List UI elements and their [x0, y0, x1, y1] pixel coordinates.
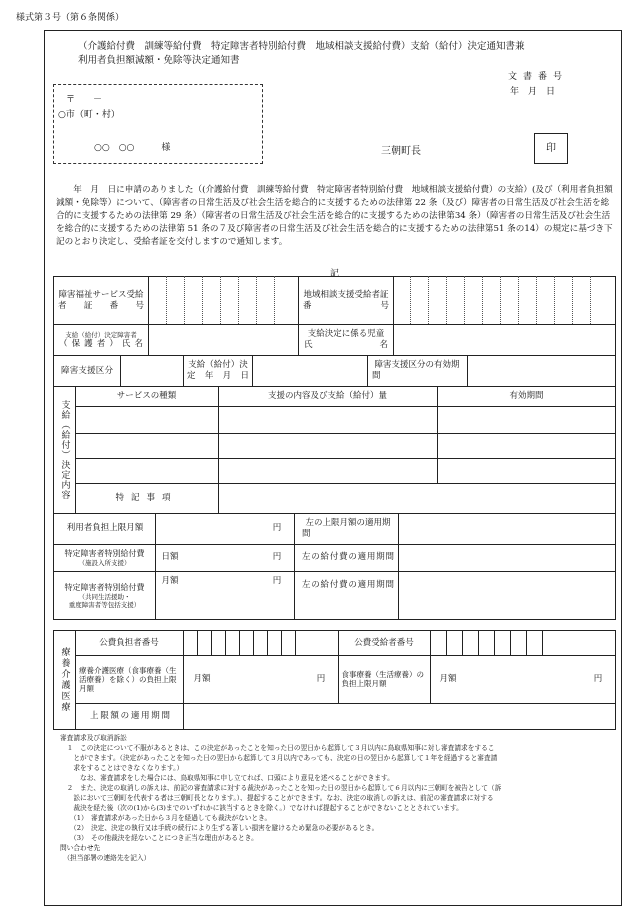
class-valid-period-label: 障害支援区分の有効期間: [372, 360, 460, 381]
support-class-label: 障害支援区分: [61, 365, 113, 376]
recipient-name-label: [55, 326, 147, 354]
address-city: ○市（町・村）: [58, 110, 120, 120]
decision-content-vertical-label: 支給（給付）決定内容: [59, 400, 70, 500]
tokutei-2-sub1: （共同生活援助・: [78, 593, 131, 601]
limit-monthly-yen: 円: [272, 523, 282, 533]
document-title: [78, 40, 618, 68]
note-line: なお、審査請求をした場合には、鳥取県知事に申し立てれば、口頭により意見を述べることができます。: [60, 774, 394, 782]
tokutei-2-sub2: 重度障害者等包括支援）: [68, 601, 141, 609]
limit-monthly-label: 利用者負担上限月額: [66, 523, 144, 533]
appeal-notes: [60, 733, 615, 863]
service-cert-number-label: 障害福祉サービス受給者証番号: [58, 290, 144, 311]
tokutei-1-sub: （施設入所支援）: [78, 559, 131, 567]
child-name-label: 支給決定に係る児童氏名: [304, 329, 388, 350]
recipient-number-label: 公費受給者番号: [354, 637, 414, 648]
note-line: （2） 決定、決定の執行又は手続の続行により生ずる著しい損害を避けるため緊急の必要があるとき。: [60, 824, 379, 832]
note-line: （3） その他裁決を経ないことにつき正当な理由があるとき。: [60, 834, 258, 842]
note-line: 裁決を経た後（次の(1)から(3)までのいずれかに該当するときを除く。）でなければ提起することができないこととされています。: [60, 804, 463, 812]
benefit-period-label-2: 左の給付費の適用期間: [302, 579, 394, 590]
col-support-amount: 支援の内容及び支給（給付）量: [267, 391, 387, 401]
address-box: [53, 84, 263, 164]
tokutei-1-label: [55, 545, 154, 570]
meal-limit-label: 食事療養（生活療養）の負担上限月額: [341, 670, 424, 688]
tokutei-2-label: [55, 572, 154, 619]
medical-monthly-label: 月額: [193, 673, 211, 684]
note-line: とができます。（決定があったことを知った日の翌日から起算して３月以内であっても、決定の日の翌日から起算して１年を経過すると審査請: [60, 754, 498, 762]
addressee-name: ○○ ○○ 様: [94, 143, 171, 153]
form-code: 様式第３号（第６条関係）: [16, 13, 125, 23]
recipient-label: （保護者）氏名: [59, 338, 143, 349]
note-line: 問い合わせ先: [60, 844, 101, 852]
medical-limit-label: 療養介護医療（食事療養（生活療養）を除く）の負担上限月額: [79, 665, 177, 693]
col-service-type: サービスの種類: [116, 391, 177, 401]
decision-date-label: 支給（給付）決定年月日: [187, 360, 249, 381]
note-line: 審査請求及び取消訴訟: [60, 734, 127, 742]
note-line: 求をすることはできなくなります。）: [60, 764, 184, 772]
special-notes-label: 特記事項: [115, 492, 178, 503]
note-line: １ この決定について不服があるときは、この決定があったことを知った日の翌日から起算して３月以内に鳥取県知事に対し審査請求をするこ: [60, 744, 495, 752]
daily-yen: 円: [272, 552, 282, 562]
monthly-yen: 円: [272, 575, 282, 586]
seal-box: 印: [534, 133, 568, 164]
meal-yen: 円: [593, 673, 603, 684]
col-valid-period: 有効期間: [509, 391, 544, 401]
postal-code: 〒 －: [66, 95, 103, 105]
ki-marker: 記: [330, 269, 340, 279]
daily-label: 日額: [161, 552, 179, 562]
limit-period-label: 左の上限月額の適用期間: [302, 517, 391, 539]
note-line: （1） 審査請求があった日から３月を経過しても裁決がないとき。: [60, 814, 272, 822]
ryoyo-vertical-label: 療養介護医療: [59, 647, 70, 713]
title-line-2: 利用者負担額減額・免除等決定通知書: [78, 55, 240, 66]
meal-monthly-label: 月額: [439, 673, 457, 684]
benefit-period-label-1: 左の給付費の適用期間: [302, 552, 394, 562]
note-line: 訟において三朝町を代表する者は三朝町長となります。）、提起することができます。なお、決定の取消しの訴えは、前記の審査請求に対する: [60, 794, 494, 802]
monthly-label: 月額: [161, 575, 179, 586]
tokutei-1-main: 特定障害者特別給付費: [64, 549, 145, 558]
recipient-label-small: 支給（給付）決定障害者: [65, 330, 137, 339]
ryoyo-limit-period-label: 上限額の適用期間: [90, 711, 170, 721]
issuer-name: 三朝町長: [381, 146, 421, 157]
title-line-1: （介護給付費 訓練等給付費 特定障害者特別給付費 地域相談支援給付費）支給（給付）決定通知書兼: [78, 41, 525, 52]
tokutei-2-main: 特定障害者特別給付費: [64, 583, 145, 592]
medical-yen: 円: [316, 673, 326, 684]
doc-number-label: 文書番号: [508, 72, 569, 82]
payer-number-label: 公費負担者番号: [99, 637, 159, 648]
note-line: （担当部署の連絡先を記入）: [60, 854, 151, 862]
doc-date-label: 年月日: [510, 87, 565, 97]
notification-body: 年 月 日に申請のありました（(介護給付費 訓練等給付費 特定障害者特別給付費 地域相談支援給付費）の支給）(及び（利用者負担額減額・免除等）について、（障害者の日常生活及び社会生活を総合的に支援するための法律第 22 条（及び）障害者の日常生活及び社会生活を総合的に支援するための法律第 29 条）（障害者の日常生活及び社会生活を総合的に支援するための法律第34 条）（障害者の日常生活及び社会生活を総合的に支援するための法律第 51 条の７及び障害者の日常生活及び社会生活を総合的に支援するための法律第51 条の14）の規定に基づき下記のとおり決定し、受給者証を交付しますので通知します。: [56, 185, 613, 247]
chiiki-cert-number-label: 地域相談支援受給者証番号: [303, 290, 389, 311]
note-line: ２ また、決定の取消しの訴えは、前記の審査請求に対する裁決があったことを知った日の翌日から起算して６月以内に三朝町を被告として（訴: [60, 784, 502, 792]
